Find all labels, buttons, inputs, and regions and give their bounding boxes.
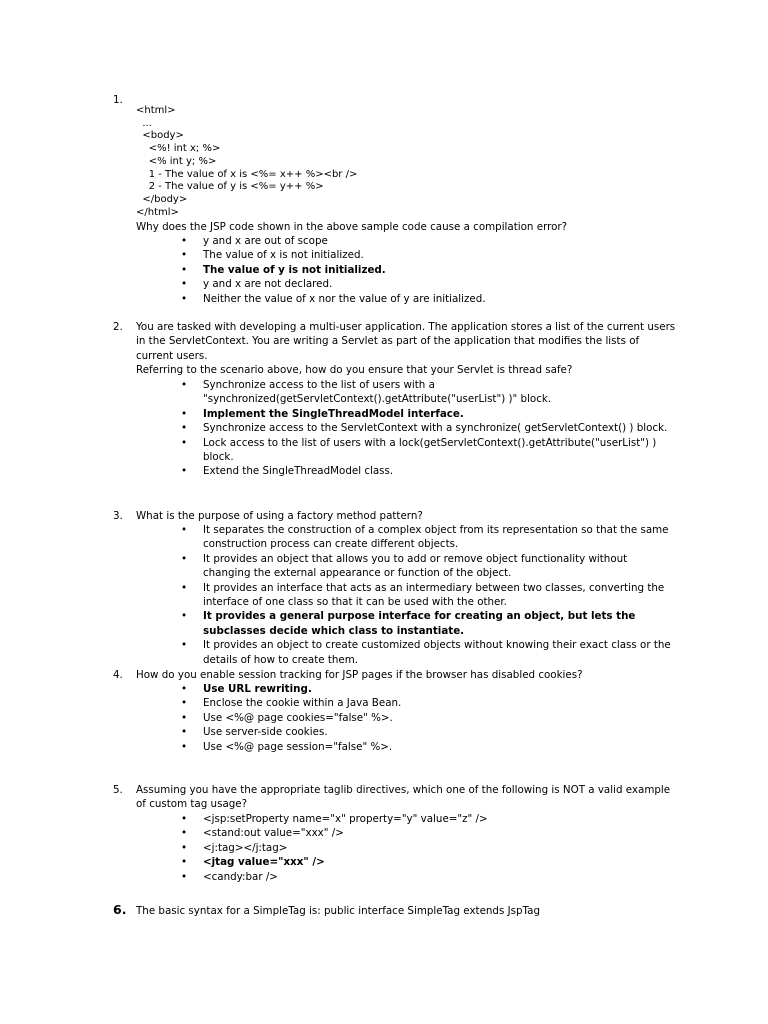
answer-option-correct: • The value of y is not initialized. bbox=[181, 263, 386, 276]
answer-option: • y and x are not declared. bbox=[181, 278, 333, 291]
question-number: 5. bbox=[113, 784, 123, 796]
question-prompt: The basic syntax for a SimpleTag is: public interface SimpleTag extends JspTag bbox=[136, 905, 540, 917]
question-number: 1. bbox=[113, 94, 123, 106]
question-number: 4. bbox=[113, 669, 123, 681]
answer-option-correct: • <jtag value="xxx" /> bbox=[181, 856, 325, 869]
bullet-icon: • bbox=[181, 379, 188, 391]
code-line: 1 - The value of x is <%= x++ %><br /> bbox=[136, 168, 358, 180]
answer-option: • Enclose the cookie within a Java Bean. bbox=[181, 697, 402, 710]
question-prompt: You are tasked with developing a multi-user application. The application stores a list of the current users in the ServletContext. You are writing a Servlet as part of the application that modifies the lists of current users. bbox=[136, 321, 676, 362]
code-sample bbox=[136, 105, 436, 219]
question-prompt: What is the purpose of using a factory method pattern? bbox=[136, 510, 423, 522]
bullet-icon: • bbox=[181, 436, 188, 449]
answer-option: • <candy:bar /> bbox=[181, 870, 278, 883]
answer-option: • <stand:out value="xxx" /> bbox=[181, 827, 344, 840]
code-line: <html> bbox=[136, 105, 176, 116]
bullet-icon: • bbox=[181, 524, 188, 536]
code-line: </html> bbox=[136, 206, 179, 218]
bullet-icon: • bbox=[181, 683, 188, 695]
answer-option: • Synchronize access to the list of users with a "synchronized(getServletContext().getAttribute("userList") )" block. bbox=[181, 379, 552, 406]
question-prompt: Assuming you have the appropriate taglib directives, which one of the following is NOT a valid example of custom tag usage? bbox=[136, 784, 671, 811]
answer-options bbox=[0, 378, 768, 479]
bullet-icon: • bbox=[181, 856, 188, 869]
bullet-icon: • bbox=[181, 552, 188, 565]
code-line: ... bbox=[136, 117, 152, 129]
question-prompt: Why does the JSP code shown in the above sample code cause a compilation error? bbox=[136, 221, 568, 233]
bullet-icon: • bbox=[181, 465, 188, 478]
answer-option-correct: • Implement the SingleThreadModel interface. bbox=[181, 407, 464, 420]
code-line: </body> bbox=[136, 193, 188, 205]
bullet-icon: • bbox=[181, 726, 188, 739]
answer-option: • Use <%@ page session="false" %>. bbox=[181, 740, 393, 753]
answer-option: • It separates the construction of a complex object from its representation so that the same construction process can create different objects. bbox=[181, 524, 669, 551]
bullet-icon: • bbox=[181, 740, 188, 753]
answer-option: • It provides an object to create customized objects without knowing their exact class or the details of how to create them. bbox=[181, 639, 671, 666]
bullet-icon: • bbox=[181, 407, 188, 420]
answer-options bbox=[0, 682, 768, 754]
code-line: 2 - The value of y is <%= y++ %> bbox=[136, 181, 324, 193]
answer-option: • Extend the SingleThreadModel class. bbox=[181, 465, 394, 478]
bullet-icon: • bbox=[181, 235, 188, 247]
bullet-icon: • bbox=[181, 813, 188, 825]
bullet-icon: • bbox=[181, 249, 188, 262]
question-prompt: How do you enable session tracking for JSP pages if the browser has disabled cookies? bbox=[136, 669, 583, 681]
answer-option: • Lock access to the list of users with a lock(getServletContext().getAttribute("userList") ) block. bbox=[181, 436, 657, 464]
answer-options bbox=[0, 812, 768, 884]
answer-options bbox=[0, 523, 768, 667]
bullet-icon: • bbox=[181, 697, 188, 710]
answer-option-correct: • Use URL rewriting. bbox=[181, 683, 312, 695]
answer-option: • Use <%@ page cookies="false" %>. bbox=[181, 711, 393, 724]
question-number: 2. bbox=[113, 321, 123, 333]
answer-option: • <j:tag></j:tag> bbox=[181, 841, 288, 854]
answer-option: • <jsp:setProperty name="x" property="y" value="z" /> bbox=[181, 813, 488, 825]
answer-option-correct: • It provides a general purpose interface for creating an object, but lets the subclasses decide which class to instantiate. bbox=[181, 610, 636, 637]
bullet-icon: • bbox=[181, 827, 188, 840]
question-number: 3. bbox=[113, 510, 123, 522]
bullet-icon: • bbox=[181, 870, 188, 883]
answer-option: • Synchronize access to the ServletContext with a synchronize( getServletContext() ) block. bbox=[181, 422, 668, 435]
answer-option: • y and x are out of scope bbox=[181, 235, 328, 247]
bullet-icon: • bbox=[181, 422, 188, 435]
bullet-icon: • bbox=[181, 711, 188, 724]
code-line: <% int y; %> bbox=[136, 155, 217, 167]
answer-options bbox=[0, 234, 768, 306]
code-line: <body> bbox=[136, 130, 184, 142]
bullet-icon: • bbox=[181, 292, 188, 305]
bullet-icon: • bbox=[181, 263, 188, 276]
question-number: 6. bbox=[113, 902, 127, 917]
bullet-icon: • bbox=[181, 581, 188, 594]
answer-option: • The value of x is not initialized. bbox=[181, 249, 364, 262]
bullet-icon: • bbox=[181, 610, 188, 623]
bullet-icon: • bbox=[181, 278, 188, 291]
code-line: <%! int x; %> bbox=[136, 143, 221, 155]
answer-option: • It provides an object that allows you to add or remove object functionality without changing the external appearance or function of the object. bbox=[181, 552, 628, 580]
bullet-icon: • bbox=[181, 639, 188, 652]
answer-option: • Use server-side cookies. bbox=[181, 726, 328, 739]
bullet-icon: • bbox=[181, 841, 188, 854]
answer-option: • It provides an interface that acts as an intermediary between two classes, converting the interface of one class so that it can be used with the other. bbox=[181, 581, 665, 609]
answer-option: • Neither the value of x nor the value of y are initialized. bbox=[181, 292, 486, 305]
question-prompt: Referring to the scenario above, how do you ensure that your Servlet is thread safe? bbox=[136, 364, 573, 376]
